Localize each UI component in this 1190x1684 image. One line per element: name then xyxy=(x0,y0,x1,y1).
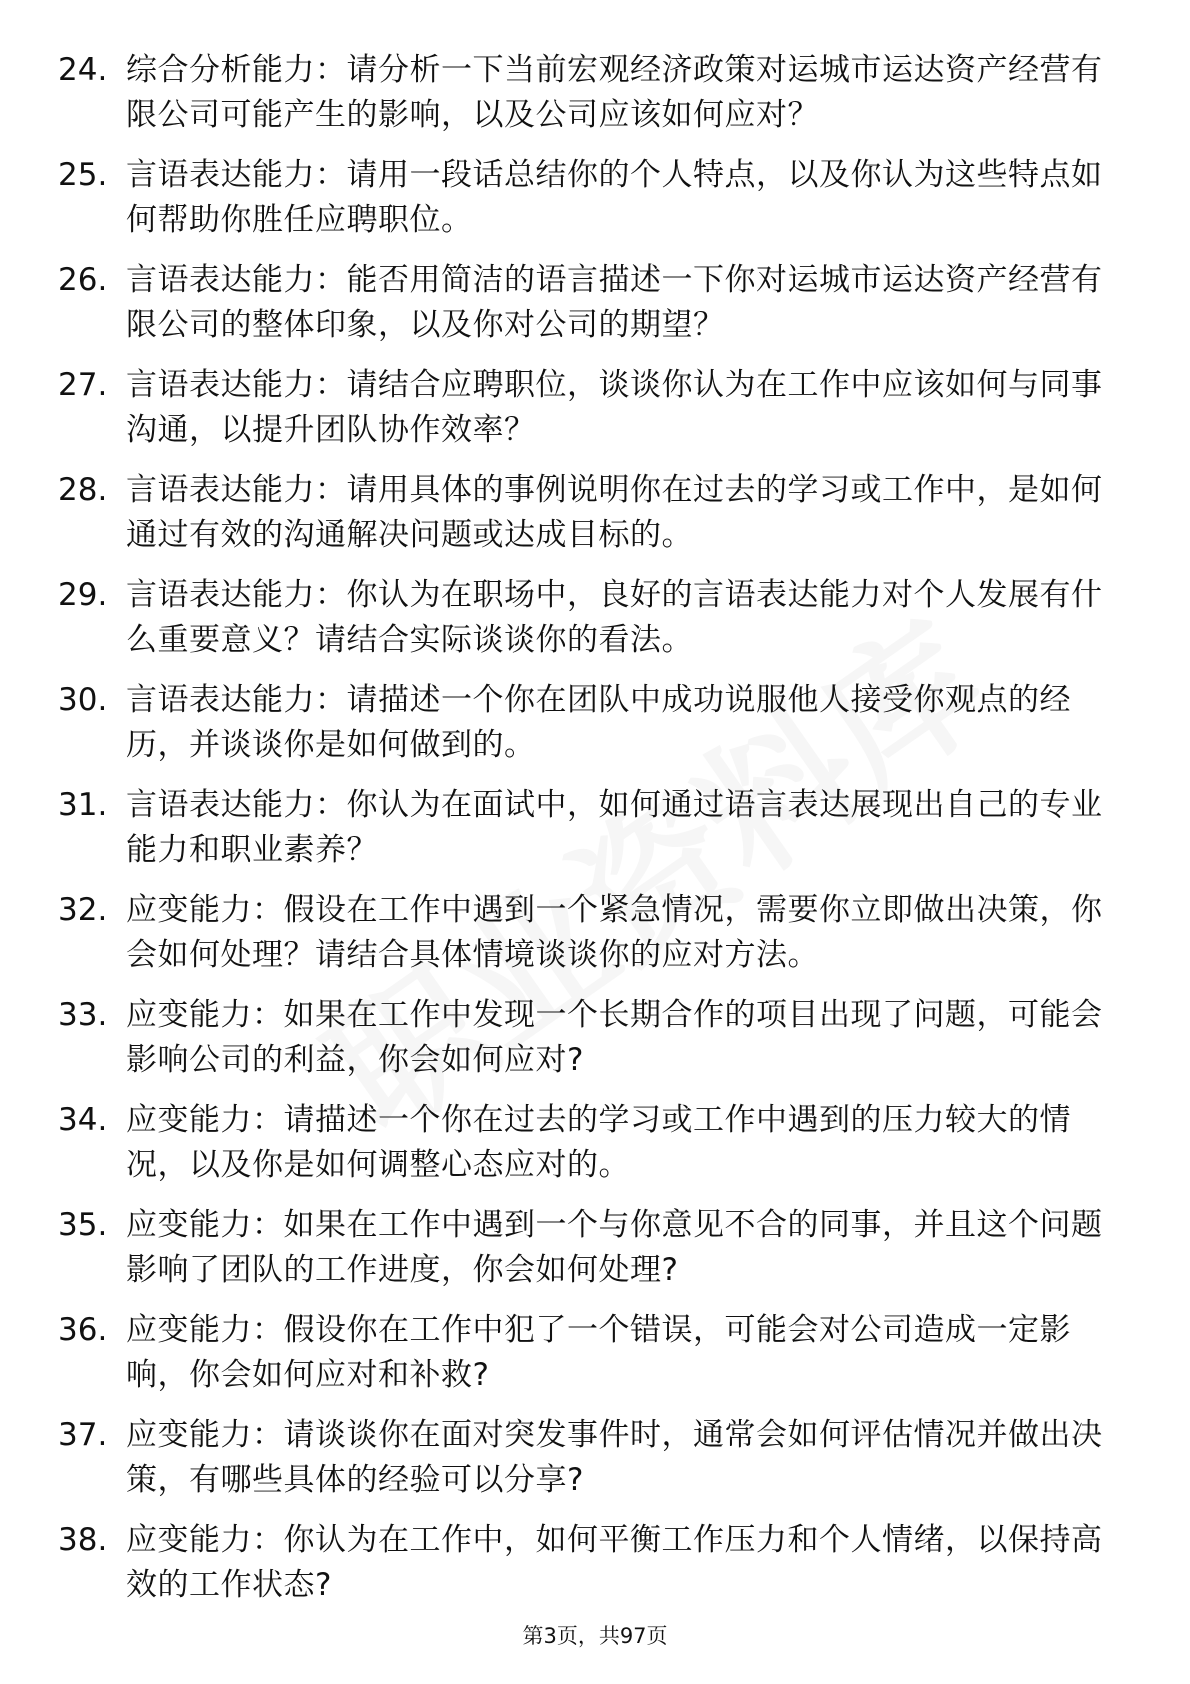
question-item xyxy=(58,363,1118,468)
question-item xyxy=(58,783,1118,888)
question-number: 34. xyxy=(58,1102,108,1138)
question-category: 应变能力 xyxy=(126,892,252,928)
question-body xyxy=(126,1098,1118,1188)
question-body xyxy=(126,468,1118,558)
category-separator: ： xyxy=(252,997,284,1033)
question-text: 请谈谈你在面对突发事件时，通常会如何评估情况并做出决策，有哪些具体的经验可以分享? xyxy=(126,1417,1103,1498)
question-body xyxy=(126,258,1118,348)
question-text: 如果在工作中遇到一个与你意见不合的同事，并且这个问题影响了团队的工作进度，你会如何处理? xyxy=(126,1207,1103,1288)
question-number: 30. xyxy=(58,682,108,718)
category-separator: ： xyxy=(252,1102,284,1138)
question-text: 请描述一个你在过去的学习或工作中遇到的压力较大的情况，以及你是如何调整心态应对的。 xyxy=(126,1102,1071,1183)
question-text: 你认为在面试中，如何通过语言表达展现出自己的专业能力和职业素养？ xyxy=(126,787,1103,868)
question-number: 26. xyxy=(58,262,108,298)
category-separator: ： xyxy=(252,892,284,928)
question-number: 24. xyxy=(58,52,108,88)
question-item xyxy=(58,1413,1118,1518)
question-number: 38. xyxy=(58,1522,108,1558)
question-item xyxy=(58,1098,1118,1203)
question-category: 言语表达能力 xyxy=(126,157,315,193)
question-item xyxy=(58,888,1118,993)
question-text: 请用一段话总结你的个人特点，以及你认为这些特点如何帮助你胜任应聘职位。 xyxy=(126,157,1103,238)
question-text: 你认为在工作中，如何平衡工作压力和个人情绪，以保持高效的工作状态? xyxy=(126,1522,1103,1603)
question-text: 假设你在工作中犯了一个错误，可能会对公司造成一定影响，你会如何应对和补救? xyxy=(126,1312,1071,1393)
category-separator: ： xyxy=(252,1312,284,1348)
category-separator: ： xyxy=(252,1207,284,1243)
question-category: 应变能力 xyxy=(126,1207,252,1243)
question-text: 请结合应聘职位，谈谈你认为在工作中应该如何与同事沟通，以提升团队协作效率？ xyxy=(126,367,1103,448)
question-category: 言语表达能力 xyxy=(126,787,315,823)
question-body xyxy=(126,363,1118,453)
question-item xyxy=(58,468,1118,573)
question-number: 36. xyxy=(58,1312,108,1348)
question-number: 29. xyxy=(58,577,108,613)
question-category: 应变能力 xyxy=(126,1312,252,1348)
question-item xyxy=(58,1203,1118,1308)
question-body xyxy=(126,678,1118,768)
category-separator: ： xyxy=(315,157,347,193)
question-number: 27. xyxy=(58,367,108,403)
question-item xyxy=(58,1518,1118,1623)
question-item xyxy=(58,48,1118,153)
question-category: 应变能力 xyxy=(126,1522,252,1558)
category-separator: ： xyxy=(315,52,347,88)
question-body xyxy=(126,573,1118,663)
question-item xyxy=(58,1308,1118,1413)
question-text: 假设在工作中遇到一个紧急情况，需要你立即做出决策，你会如何处理？请结合具体情境谈谈你的应对方法。 xyxy=(126,892,1103,973)
category-separator: ： xyxy=(252,1417,284,1453)
question-body xyxy=(126,1203,1118,1293)
question-category: 言语表达能力 xyxy=(126,367,315,403)
question-category: 言语表达能力 xyxy=(126,472,315,508)
question-category: 综合分析能力 xyxy=(126,52,315,88)
question-body xyxy=(126,1308,1118,1398)
page-footer: 第3页，共97页 xyxy=(522,1624,668,1648)
question-category: 应变能力 xyxy=(126,1417,252,1453)
question-number: 33. xyxy=(58,997,108,1033)
question-item xyxy=(58,153,1118,258)
question-category: 应变能力 xyxy=(126,1102,252,1138)
question-text: 如果在工作中发现一个长期合作的项目出现了问题，可能会影响公司的利益，你会如何应对? xyxy=(126,997,1103,1078)
question-number: 28. xyxy=(58,472,108,508)
category-separator: ： xyxy=(315,367,347,403)
category-separator: ： xyxy=(315,472,347,508)
question-item xyxy=(58,678,1118,783)
question-item xyxy=(58,993,1118,1098)
category-separator: ： xyxy=(315,577,347,613)
question-number: 37. xyxy=(58,1417,108,1453)
question-text: 请分析一下当前宏观经济政策对运城市运达资产经营有限公司可能产生的影响，以及公司应该如何应对？ xyxy=(126,52,1103,133)
question-text: 请用具体的事例说明你在过去的学习或工作中，是如何通过有效的沟通解决问题或达成目标的。 xyxy=(126,472,1103,553)
category-separator: ： xyxy=(315,787,347,823)
question-body xyxy=(126,783,1118,873)
question-body xyxy=(126,993,1118,1083)
question-body xyxy=(126,1413,1118,1503)
question-category: 应变能力 xyxy=(126,997,252,1033)
question-category: 言语表达能力 xyxy=(126,577,315,613)
question-category: 言语表达能力 xyxy=(126,682,315,718)
question-text: 你认为在职场中，良好的言语表达能力对个人发展有什么重要意义？请结合实际谈谈你的看法。 xyxy=(126,577,1103,658)
question-item xyxy=(58,573,1118,678)
question-number: 31. xyxy=(58,787,108,823)
question-list xyxy=(58,48,1118,1623)
question-text: 请描述一个你在团队中成功说服他人接受你观点的经历，并谈谈你是如何做到的。 xyxy=(126,682,1071,763)
category-separator: ： xyxy=(315,262,347,298)
question-body xyxy=(126,48,1118,138)
question-number: 35. xyxy=(58,1207,108,1243)
question-category: 言语表达能力 xyxy=(126,262,315,298)
question-item xyxy=(58,258,1118,363)
question-body xyxy=(126,153,1118,243)
category-separator: ： xyxy=(252,1522,284,1558)
question-text: 能否用简洁的语言描述一下你对运城市运达资产经营有限公司的整体印象，以及你对公司的期望？ xyxy=(126,262,1103,343)
question-number: 32. xyxy=(58,892,108,928)
question-body xyxy=(126,1518,1118,1608)
category-separator: ： xyxy=(315,682,347,718)
question-number: 25. xyxy=(58,157,108,193)
question-body xyxy=(126,888,1118,978)
